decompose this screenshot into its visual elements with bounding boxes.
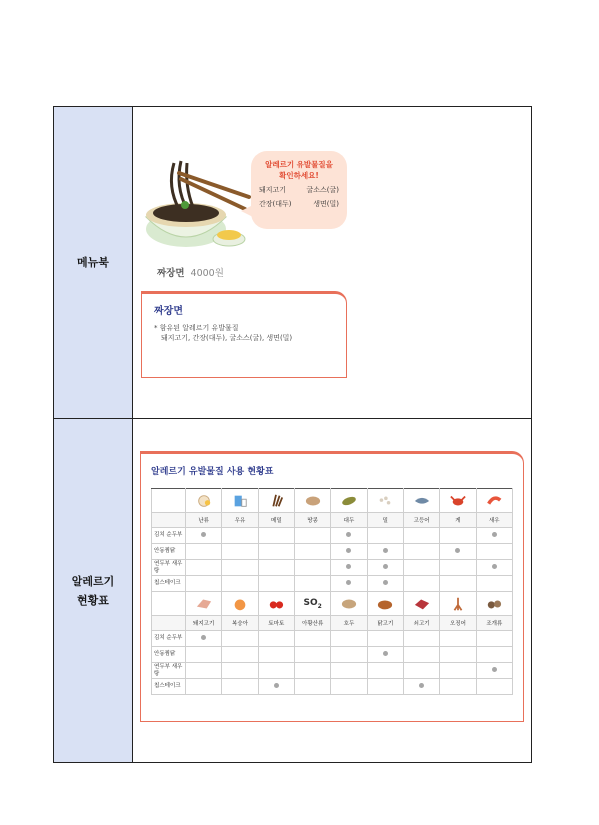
table-row xyxy=(152,647,513,663)
allergen-dot xyxy=(346,580,351,585)
shrimp-icon xyxy=(483,493,505,509)
allergen-name: 오징어 xyxy=(440,616,476,631)
allergen-name: 닭고기 xyxy=(367,616,403,631)
table-row xyxy=(152,631,513,647)
allergen-grid xyxy=(151,488,513,695)
menu-name-price xyxy=(157,265,224,279)
allergen-dot xyxy=(383,580,388,585)
allergen-dot xyxy=(346,532,351,537)
menu-book-row xyxy=(54,107,531,419)
allergen-name: 우유 xyxy=(222,513,258,528)
so2-icon: $SO_2$ xyxy=(303,597,322,610)
menu-row-name: 연두부 새우탕 xyxy=(152,560,186,576)
menu-row-name: 칩스테이크 xyxy=(152,679,186,695)
squid-icon xyxy=(447,596,469,612)
allergen-icon-row xyxy=(152,489,513,513)
menu-info-box xyxy=(141,291,347,378)
bubble-title-line1: 알레르기 유발물질을 xyxy=(265,160,333,169)
allergen-dot xyxy=(383,548,388,553)
table-row xyxy=(152,528,513,544)
clam-icon xyxy=(483,596,505,612)
allergen-dot xyxy=(419,683,424,688)
allergen-dot xyxy=(492,564,497,569)
allergen-chart-content xyxy=(133,419,531,762)
allergen-chart-row xyxy=(54,419,531,762)
allergen-name: 돼지고기 xyxy=(186,616,222,631)
menu-row-name: 안동찜닭 xyxy=(152,647,186,663)
crab-icon xyxy=(447,493,469,509)
allergen-name: 고등어 xyxy=(403,513,439,528)
allergen-name: 땅콩 xyxy=(294,513,330,528)
buckwheat-icon xyxy=(265,493,287,509)
beef-icon xyxy=(411,596,433,612)
table-row xyxy=(152,544,513,560)
allergen-chart xyxy=(140,451,524,722)
allergen-dot xyxy=(383,564,388,569)
allergen-dot xyxy=(346,564,351,569)
table-row xyxy=(152,576,513,592)
allergen-name: 복숭아 xyxy=(222,616,258,631)
info-title: 짜장면 xyxy=(154,306,183,317)
pork-icon xyxy=(193,596,215,612)
allergen-icon-row xyxy=(152,592,513,616)
chicken-icon xyxy=(374,596,396,612)
allergen-dot xyxy=(201,532,206,537)
allergen-dot xyxy=(274,683,279,688)
walnut-icon xyxy=(338,596,360,612)
menu-row-name: 김치 순두부 xyxy=(152,631,186,647)
table-row xyxy=(152,663,513,679)
allergen-name-row xyxy=(152,513,513,528)
menu-row-name: 김치 순두부 xyxy=(152,528,186,544)
wheat-icon xyxy=(374,493,396,509)
allergen-dot xyxy=(455,548,460,553)
jajangmyeon-illustration xyxy=(141,147,261,259)
table-row xyxy=(152,679,513,695)
document-table xyxy=(53,106,532,763)
table-row xyxy=(152,560,513,576)
allergen-name: 조개류 xyxy=(476,616,512,631)
menu-row-name: 칩스테이크 xyxy=(152,576,186,592)
menu-book-content xyxy=(133,107,531,418)
bubble-item: 돼지고기 xyxy=(259,186,287,194)
allergen-name: 호두 xyxy=(331,616,367,631)
bubble-item: 굴소스(굴) xyxy=(306,186,339,194)
chart-label-line2: 현황표 xyxy=(77,593,109,607)
allergen-dot xyxy=(492,532,497,537)
allergen-name: 쇠고기 xyxy=(403,616,439,631)
egg-icon xyxy=(193,493,215,509)
mackerel-icon xyxy=(411,493,433,509)
allergen-name: 난류 xyxy=(186,513,222,528)
allergen-name: 토마토 xyxy=(258,616,294,631)
bubble-item: 생면(밀) xyxy=(313,200,339,208)
info-allergen-list: 돼지고기, 간장(대두), 굴소스(굴), 생면(밀) xyxy=(161,334,293,342)
menu-book-label: 메뉴북 xyxy=(54,107,133,418)
tomato-icon xyxy=(265,596,287,612)
allergen-chart-label xyxy=(54,419,133,762)
menu-price: 4000원 xyxy=(190,268,224,279)
allergen-speech-bubble xyxy=(251,151,347,229)
soybean-icon xyxy=(338,493,360,509)
allergen-name: 게 xyxy=(440,513,476,528)
allergen-name-row xyxy=(152,616,513,631)
peanut-icon xyxy=(302,493,324,509)
allergen-name: 새우 xyxy=(476,513,512,528)
chart-label-line1: 알레르기 xyxy=(71,574,115,588)
allergen-name: 메밀 xyxy=(258,513,294,528)
allergen-dot xyxy=(492,667,497,672)
allergen-name: 밀 xyxy=(367,513,403,528)
milk-icon xyxy=(229,493,251,509)
allergen-dot xyxy=(383,651,388,656)
peach-icon xyxy=(229,596,251,612)
bubble-item: 간장(대두) xyxy=(259,200,292,208)
allergen-dot xyxy=(346,548,351,553)
bubble-title-line2: 확인하세요! xyxy=(279,171,319,180)
chart-title: 알레르기 유발물질 사용 현황표 xyxy=(151,467,274,477)
info-line: * 함유된 알레르기 유발물질 xyxy=(154,324,239,332)
allergen-dot xyxy=(201,635,206,640)
menu-row-name: 연두부 새우탕 xyxy=(152,663,186,679)
menu-name: 짜장면 xyxy=(157,268,185,279)
allergen-name: 아황산류 xyxy=(294,616,330,631)
menu-row-name: 안동찜닭 xyxy=(152,544,186,560)
allergen-name: 대두 xyxy=(331,513,367,528)
